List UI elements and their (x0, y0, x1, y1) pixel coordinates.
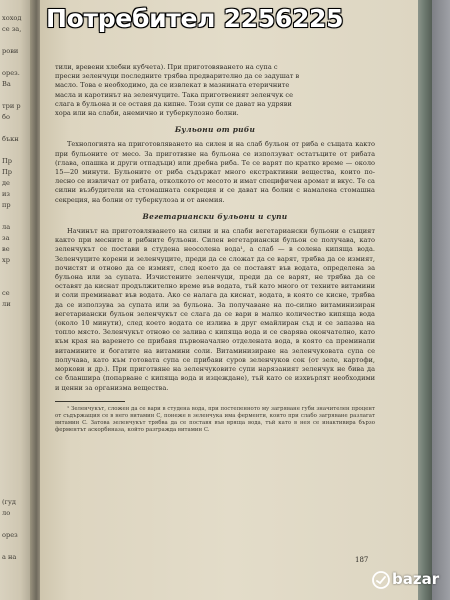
watermark-banner (0, 0, 450, 44)
left-page-fragment: бо (2, 113, 10, 121)
paragraph-fish-broths: Технологията на приготовляването на силен и на слаб бульон от риба е същата както при бульоните от месо. За приготвяне на бульона се използуват остатъците от рибата (глава, опашка и други отпадъци) или дребна риба. Те се варят по кратко време — около 15—20 минути. Бульоните от риба съдържат много екстрактивни вещества, които по-лесно се извличат от рибата, отколкото от месото и имат специфичен аромат и вкус. Те са силни възбудители на стомашната секреция и се дават на болни с намалена стомашна секреция, на болни от туберкулоза и от анемия. (55, 140, 375, 204)
left-page-fragment: из (2, 190, 10, 198)
left-page-fragment: бъкн (2, 135, 19, 143)
footnote-divider (55, 401, 125, 402)
left-page-fragment: ли (2, 300, 11, 308)
intro-line: масла и каротинът на зеленчуците. Така приготвеният зеленчук се (55, 90, 294, 99)
left-page-fragment: се (2, 289, 10, 297)
left-page-fragment: Пр (2, 157, 12, 165)
intro-line: хора или на слаби, анемично и туберкулозно болни. (55, 109, 239, 118)
left-page-fragment: ла (2, 223, 11, 231)
bazar-logo-text: bazar (392, 570, 440, 588)
footnote: ¹ Зеленчукът, сложен да се вари в студена вода, при постепенното му загряване губи значителен процент от съдържащия се в него витамин C, понеже в зеленчука има ферменти, които при слабо загряване разлагат витамин C. Затова зеленчукът трябва да се поставя във вряща вода, тъй като в нея се инактивира бързо ферментът аскорбиназа, който разгражда витамин C. (55, 405, 375, 433)
intro-lines (55, 63, 375, 118)
intro-line: масло. Това е необходимо, да се извлекат в мазнината етеричните (55, 81, 290, 90)
left-page-fragment: ло (2, 509, 11, 517)
left-page-fragment: три р (2, 102, 21, 110)
left-page-fragment: орез. (2, 69, 20, 77)
bazar-logo-icon (372, 571, 390, 589)
page-text (55, 63, 375, 434)
left-page-fragment: де (2, 179, 10, 187)
section-heading-vegetarian: Вегетариански бульони и супи (142, 211, 288, 221)
seller-username: Потребител 2256225 (46, 4, 344, 33)
left-page-fragment: хоход (2, 14, 22, 22)
left-page-edge (0, 0, 34, 600)
left-page-fragment: се за, (2, 25, 22, 33)
paragraph-vegetarian: Начинът на приготовляването на силни и на слаби вегетариански бульони е същият както при месните и рибните бульони. Силен вегетариански бульон се получава, като зеленчукът се постави в студена неосолена вода¹, а слаб — в солена кипяща вода. Зеленчуците корени и зеленчуците, преди да се сложат да се варят, трябва да се измият, почистят и отново да се измият, след което да се поставят във водата, определена за бульона или за супата. Изчистените зеленчуци, преди да се варят, не трябва да се оставят да киснат продължително време във водата, тъй като много от техните витамини и соли преминават във водата. Ако се налага да киснат, водата, в която се кисне, трябва да се използува за супата или за бульона. За получаване на по-силно витаминизиран вегетариански бульон зеленчукът се слага да се вари в малко количество кипяща вода (около 10 минути), след което водата се излива в друг емайлиран съд и се запазва на топло място. Зеленчукът отново се залива с кипяща вода и се сварява окончателно, като към края на варенето се прибавя първоначално отделената вода, в която са преминали витамините и богатите на витамини соли. Витаминизиране на зеленчуковата супа се получава, като към готовата супа се прибави суров зеленчуков сок (от зеле, картофи, моркови и др.). При приготвяне на зеленчуковите супи нарязаният зеленчук не бива да се бланшира (попарване с кипяща вода и изцеждане), тъй като се изхвърлят необходими и ценни за организма вещества. (55, 227, 375, 392)
left-page-fragment: хр (2, 256, 10, 264)
intro-line: тили, вревени хлебни кубчета). При приготовяването на супа с (55, 63, 278, 71)
left-page-fragment: ве (2, 245, 10, 253)
intro-line: пресни зеленчуци последните трябва предварително да се задушат в (55, 72, 300, 81)
left-page-fragment: пр (2, 201, 11, 209)
page-number: 187 (355, 556, 369, 564)
left-page-fragment: за (2, 234, 10, 242)
left-page-fragment: а на (2, 553, 17, 561)
intro-line: слага в бульона и се оставя да кипне. Този супи се дават на удряви (55, 99, 292, 108)
left-page-fragment: орез (2, 531, 18, 539)
left-page-fragment: Пр (2, 168, 12, 176)
bazar-logo (370, 567, 444, 593)
section-heading-fish-broths: Бульони от риби (174, 125, 256, 135)
left-page-fragment: (гуд (2, 498, 16, 506)
background-surface (432, 0, 450, 600)
left-page-fragment: Ва (2, 80, 11, 88)
left-page-fragment: рови (2, 47, 19, 55)
